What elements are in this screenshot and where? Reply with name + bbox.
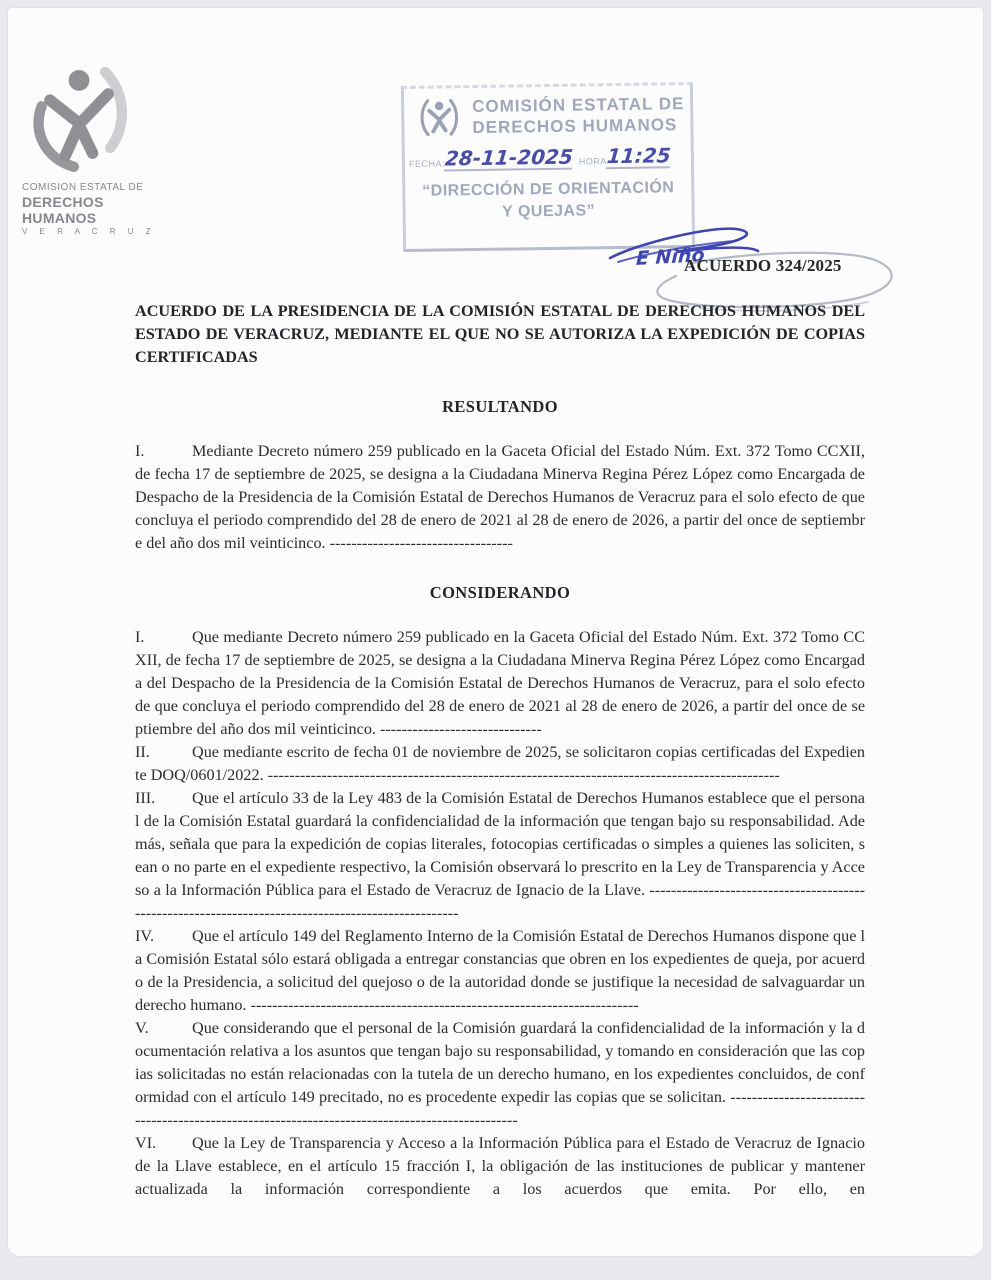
paragraph-text: Que el artículo 149 del Reglamento Interno de la Comisión Estatal de Derechos Humanos dispone que la Comisión Estatal sólo estará obligada a entregar constancias que obren en los expedientes de queja, por acuerdo de la Presidencia, a solicitud del quejoso o de la autoridad donde se justifique la necesidad de salvaguardar un derecho humano. ------------------------------------------------------------------------: [135, 927, 865, 1014]
document-body: [8, 8, 983, 1201]
paragraph-considerando-3: [135, 787, 865, 925]
paragraph-considerando-4: [135, 925, 865, 1017]
paragraph-number: IV.: [135, 927, 155, 945]
section-heading-resultando: RESULTANDO: [442, 397, 558, 416]
paragraph-considerando-6: [135, 1132, 865, 1201]
paragraph-text: Que mediante Decreto número 259 publicado en la Gaceta Oficial del Estado Núm. Ext. 372 Tomo CCXII, de fecha 17 de septiembre de 2025, se designa a la Ciudadana Minerva Regina Pérez López como Encargada del Despacho de la Presidencia de la Comisión Estatal de Derechos Humanos de Veracruz, para el solo efecto de que concluya el periodo comprendido del 28 de enero de 2021 al 28 de enero de 2026, a partir del once de septiembre del año dos mil veinticinco. ------------------------------: [135, 628, 865, 738]
stamp-org-line2: DERECHOS HUMANOS: [472, 115, 678, 138]
stamp-fecha-value: 28-11-2025: [443, 144, 575, 171]
paragraph-text: Que el artículo 33 de la Ley 483 de la Comisión Estatal de Derechos Humanos establece que el personal de la Comisión Estatal guardará la confidencialidad de la información que tengan bajo su responsabilidad. Además, señala que para la expedición de copias literales, fotocopias certificadas o simples a quienes las soliciten, sean o no parte en el expediente respectivo, la Comisión observará lo prescrito en la Ley de Transparencia y Acceso a la Información Pública para el Estado de Veracruz de Ignacio de la Llave. ----------------------------------------------------------------------------------------------------: [135, 789, 865, 922]
document-page: [8, 8, 983, 1256]
institution-name-line1: COMISION ESTATAL DE: [22, 182, 144, 193]
paragraph-text: Que considerando que el personal de la Comisión guardará la confidencialidad de la información y la documentación relativa a los asuntos que tengan bajo su responsabilidad, y tomando en consideración que las copias solicitadas no están relacionadas con la tutela de un derecho humano, en los expedientes concluidos, de conformidad con el artículo 149 precitado, no es procedente expedir las copias que se solicitan. ------------------------------------------------------------------------------------------------: [135, 1019, 865, 1129]
paragraph-resultando-1: [135, 440, 865, 555]
paragraph-text: Mediante Decreto número 259 publicado en la Gaceta Oficial del Estado Núm. Ext. 372 Tomo CCXII, de fecha 17 de septiembre de 2025, se designa a la Ciudadana Minerva Regina Pérez López como Encargada de Despacho de la Presidencia de la Comisión Estatal de Derechos Humanos de Veracruz para el solo efecto de que concluya el periodo comprendido del 28 de enero de 2021 al 28 de enero de 2026, a partir del once de septiembre del año dos mil veinticinco. ----------------------------------: [135, 442, 865, 552]
stamp-department-line2: Y QUEJAS”: [501, 201, 596, 221]
document-title: ACUERDO DE LA PRESIDENCIA DE LA COMISIÓN ESTATAL DE DERECHOS HUMANOS DEL ESTADO DE VERACRUZ, MEDIANTE EL QUE NO SE AUTORIZA LA EXPEDICIÓN DE COPIAS CERTIFICADAS: [135, 302, 865, 366]
paragraph-number: I.: [135, 442, 145, 460]
paragraph-number: V.: [135, 1019, 149, 1037]
acuerdo-number: ACUERDO 324/2025: [684, 256, 842, 275]
stamp-department-line1: “DIRECCIÓN DE ORIENTACIÓN: [422, 179, 675, 200]
stamp-hora-label: HORA: [578, 156, 607, 167]
paragraph-considerando-5: [135, 1017, 865, 1132]
paragraph-considerando-1: [135, 626, 865, 741]
signature-name: E Niño: [635, 244, 706, 270]
institution-name-line3: V E R A C R U Z: [22, 226, 156, 236]
paragraph-number: I.: [135, 628, 145, 646]
section-heading-considerando: CONSIDERANDO: [429, 583, 571, 602]
institution-name-line2: DERECHOS HUMANOS: [22, 193, 104, 226]
paragraph-considerando-2: [135, 741, 865, 787]
stamp-fecha-label: FECHA:: [408, 158, 446, 169]
paragraph-number: VI.: [135, 1134, 157, 1152]
paragraph-text: Que la Ley de Transparencia y Acceso a la Información Pública para el Estado de Veracruz de Ignacio de la Llave establece, en el artículo 15 fracción I, la obligación de las instituciones de publicar y mantener actualizada la información correspondiente a los acuerdos que emita. Por ello, en: [135, 1134, 865, 1198]
stamp-org-line1: COMISIÓN ESTATAL DE: [472, 93, 685, 116]
paragraph-number: II.: [135, 743, 150, 761]
paragraph-number: III.: [135, 789, 156, 807]
paragraph-text: Que mediante escrito de fecha 01 de noviembre de 2025, se solicitaron copias certificadas del Expediente DOQ/0601/2022. -----------------------------------------------------------------------------------------------: [135, 743, 865, 784]
stamp-hora-value: 11:25: [605, 143, 672, 169]
